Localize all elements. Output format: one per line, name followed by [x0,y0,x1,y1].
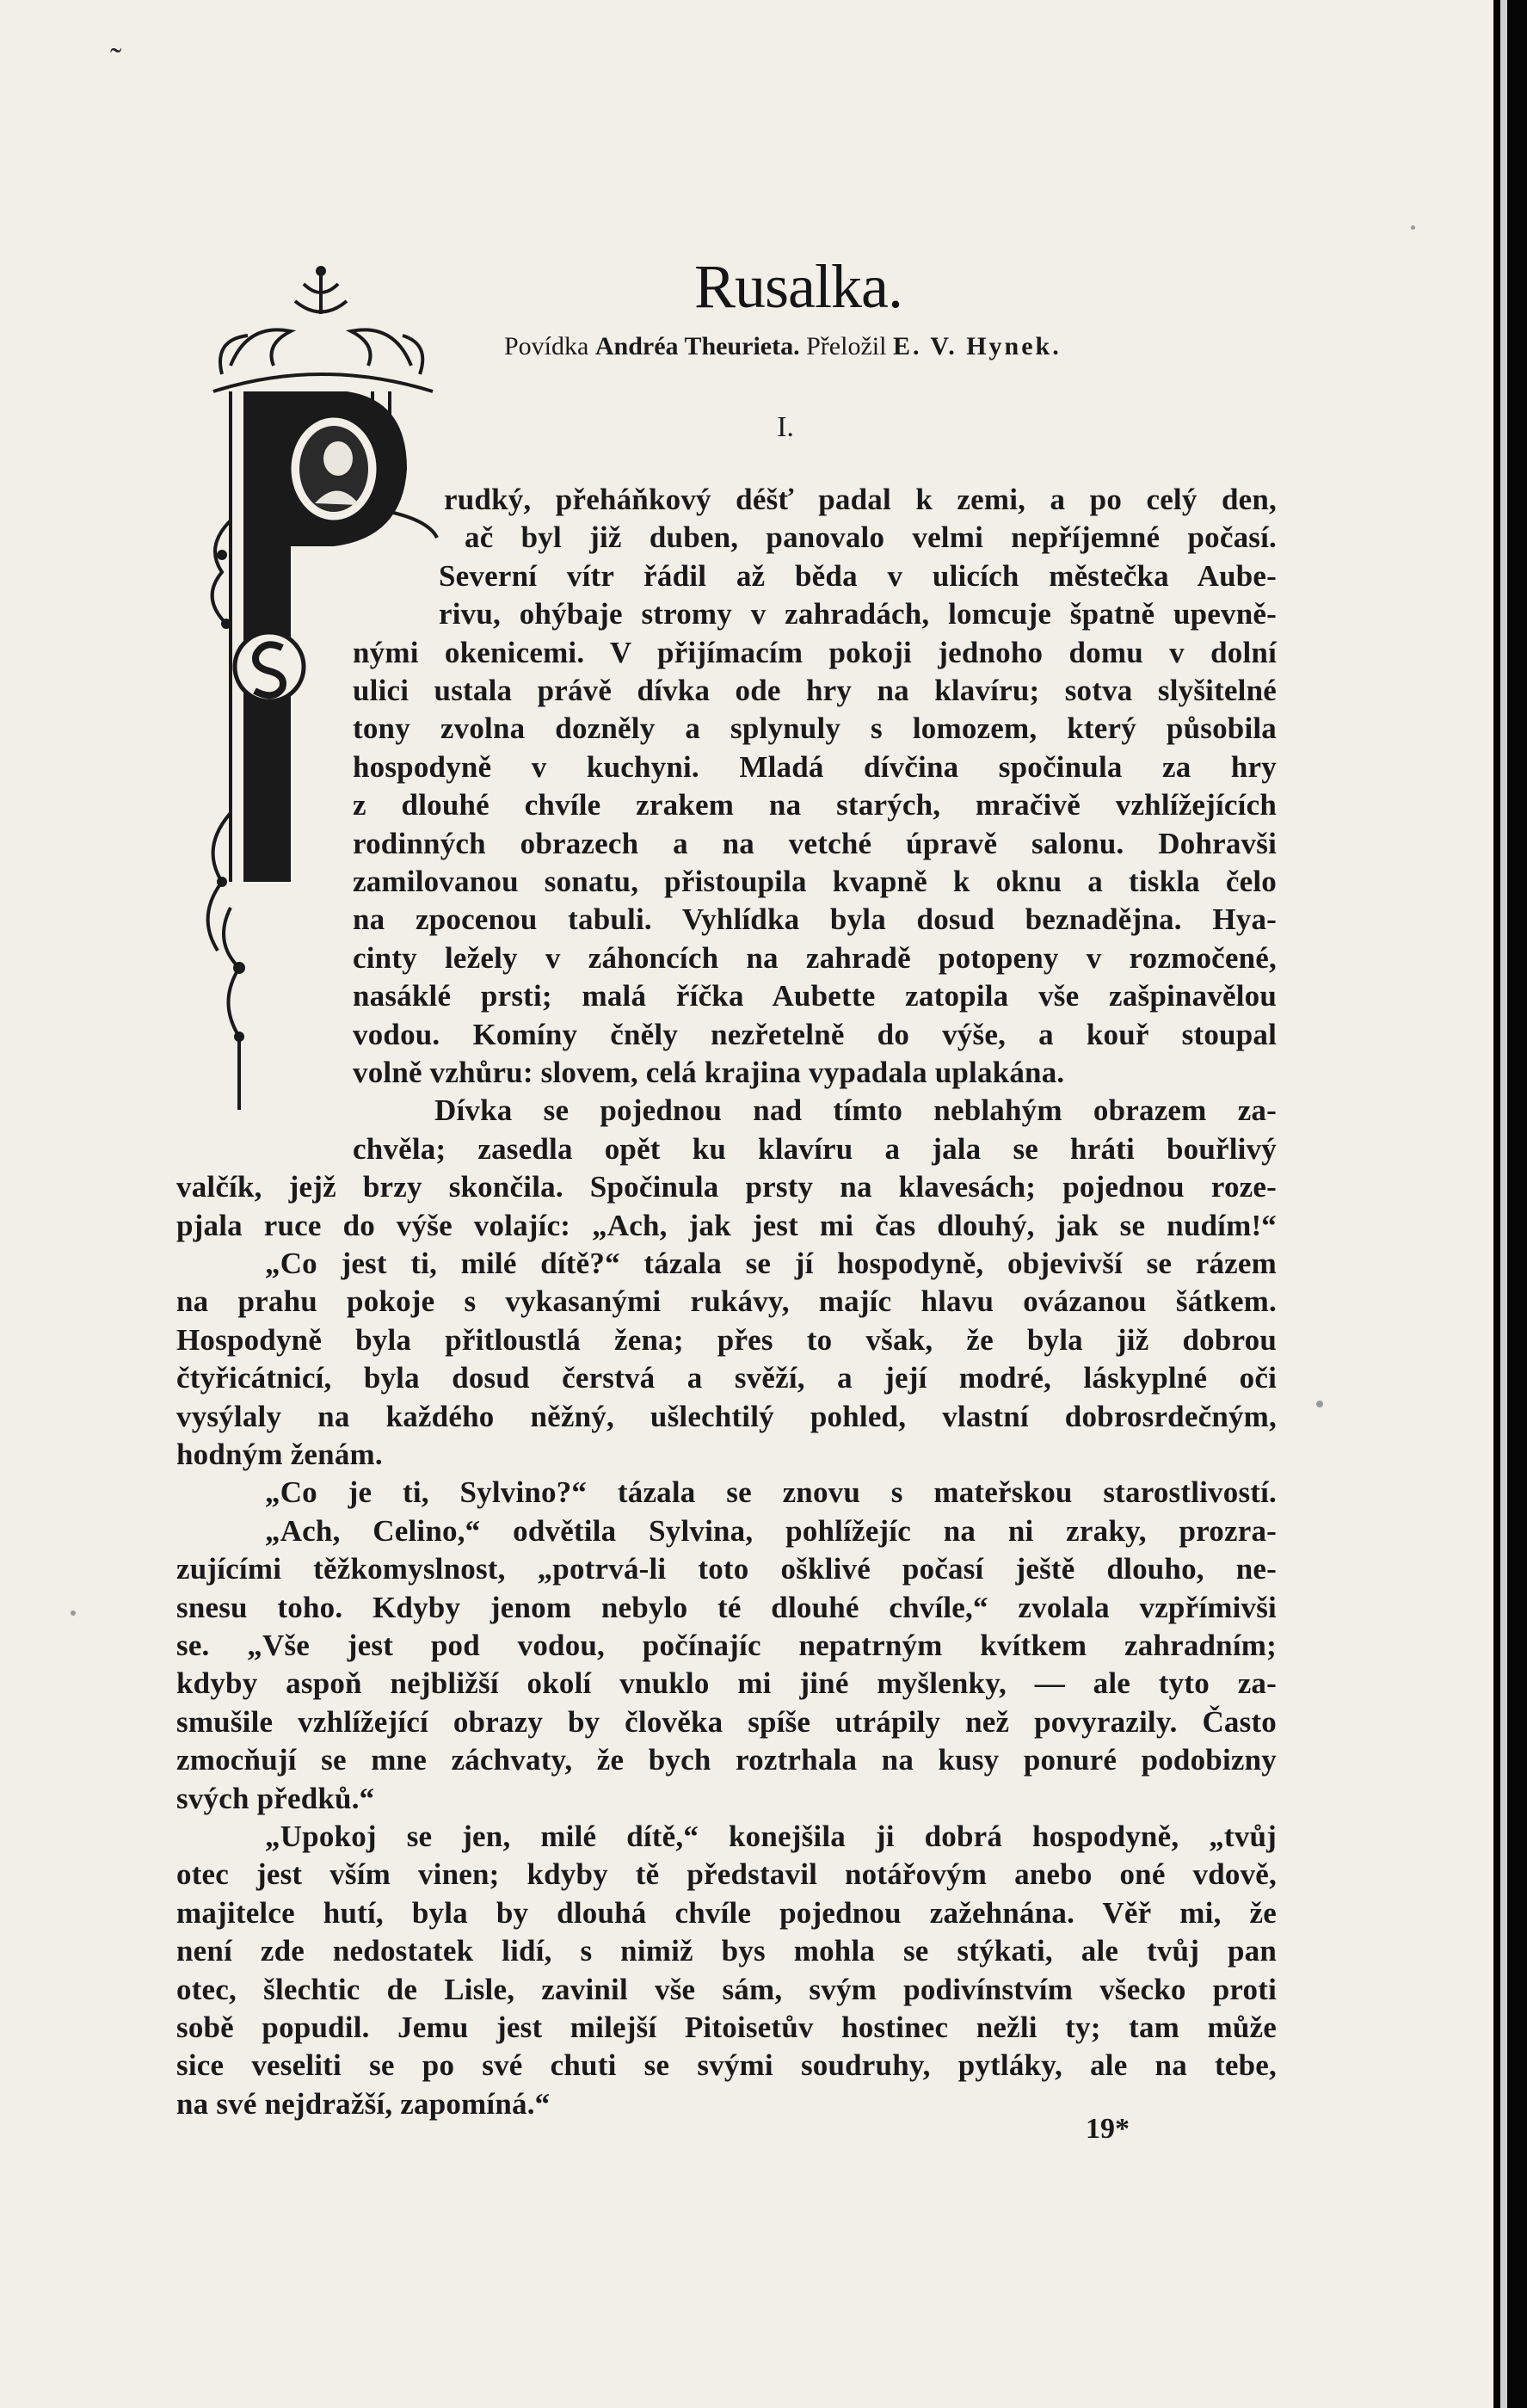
speck [71,1610,76,1616]
text-line: snesu toho. Kdyby jenom nebylo té dlouhé chvíle,“ zvolala vzpřímivši [176,1590,1277,1624]
text-line: svých předků.“ [176,1781,375,1815]
text-line: nasáklé prsti; malá říčka Aubette zatopila vše zašpinavělou [353,979,1277,1013]
text-line: volně vzhůru: slovem, celá krajina vypadala uplakána. [353,1056,1065,1089]
text-line: z dlouhé chvíle zrakem na starých, mračivě vzhlížejících [353,788,1277,822]
speck [1316,1401,1323,1407]
text-line: Dívka se pojednou nad tímto neblahým obrazem za- [434,1093,1277,1128]
text-line: „Co jest ti, milé dítě?“ tázala se jí hospodyně, objevivší se rázem [265,1247,1277,1280]
text-line: zmocňují se mne záchvaty, že bych roztrhala na kusy ponuré podobizny [176,1743,1277,1777]
text-line: otec, šlechtic de Lisle, zavinil vše sám, svým podivínstvím všecko proti [176,1972,1277,2006]
text-line: „Upokoj se jen, milé dítě,“ konejšila ji dobrá hospodyně, „tvůj [265,1820,1277,1853]
text-line: čtyřicátnicí, byla dosud čerstvá a svěží, a její modré, láskyplné oči [176,1361,1277,1395]
text-line: rudký, přeháňkový déšť padal k zemi, a po celý den, [444,483,1277,516]
scan-border-highlight [1500,0,1507,2408]
text-line: není zde nedostatek lidí, s nimiž bys mohla se stýkati, ale tvůj pan [176,1934,1277,1968]
text-line: pjala ruce do výše volajíc: „Ach, jak jest mi čas dlouhý, jak se nudím!“ [176,1208,1277,1242]
text-line: rivu, ohýbaje stromy v zahradách, lomcuje špatně upevně- [439,597,1277,631]
text-line: hospodyně v kuchyni. Mladá dívčina spočinula za hry [353,749,1277,784]
text-line: sice veseliti se po své chuti se svými soudruhy, pytláky, ale na tebe, [176,2048,1277,2083]
translator-label: Přeložil [806,332,887,360]
text-line: zujícími těžkomyslnost, „potrvá-li toto ošklivé počasí ještě dlouho, ne- [176,1552,1277,1586]
text-line: „Ach, Celino,“ odvětila Sylvina, pohlížejíc na ni zraky, prozra- [265,1513,1277,1548]
text-line: majitelce hutí, byla by dlouhá chvíle pojednou zažehnána. Věř mi, že [176,1895,1277,1930]
text-line: otec jest vším vinen; kdyby tě představil notářovým anebo oné vdově, [176,1857,1277,1892]
text-line: zamilovanou sonatu, přistoupila kvapně k oknu a tiskla čelo [353,865,1277,898]
text-line: na zpocenou tabuli. Vyhlídka byla dosud beznadějna. Hya- [353,902,1277,937]
story-title: Rusalka. [694,252,902,321]
text-line: smušile vzhlížející obrazy by člověka spíše utrápily než povyrazily. Často [176,1704,1277,1739]
text-line: na prahu pokoje s vykasanými rukávy, majíc hlavu ovázanou šátkem. [176,1284,1277,1319]
text-line: rodinných obrazech a na vetché úpravě salonu. Dohravši [353,826,1277,860]
subtitle [504,332,1062,361]
text-line: ulici ustala právě dívka ode hry na klavíru; sotva slyšitelné [353,674,1277,707]
translator: E. V. Hynek. [892,332,1062,360]
text-line: Hospodyně byla přitloustlá žena; přes to však, že byla již dobrou [176,1322,1277,1357]
author: Andréa Theurieta. [594,332,800,360]
subtitle-genre: Povídka [504,332,589,360]
text-line: se. „Vše jest pod vodou, počínajíc nepatrným kvítkem zahradním; [176,1629,1277,1662]
text-line: ač byl již duben, panovalo velmi nepříjemné počasí. [465,520,1277,555]
text-line: „Co je ti, Sylvino?“ tázala se znovu s mateřskou starostlivostí. [265,1475,1277,1510]
text-line: hodným ženám. [176,1438,383,1471]
text-line: sobě popudil. Jemu jest milejší Pitoisetův hostinec nežli ty; tam může [176,2011,1277,2044]
text-line: kdyby aspoň nejbližší okolí vnuklo mi jiné myšlenky, — ale tyto za- [176,1666,1277,1701]
text-line: cinty ležely v záhoncích na zahradě potopeny v rozmočené, [353,940,1277,975]
text-line: nými okenicemi. V přijímacím pokoji jednoho domu v dolní [353,635,1277,669]
page-number: 19* [1086,2113,1130,2145]
scan-border [1493,0,1527,2408]
text-line: tony zvolna dozněly a splynuly s lomozem, který působila [353,711,1277,746]
speck [1411,225,1415,230]
text-line: na své nejdražší, zapomíná.“ [176,2086,551,2121]
text-line: Severní vítr řádil až běda v ulicích městečka Aube- [439,558,1277,593]
ink-mark: ˜ [110,40,122,79]
text-line: vodou. Komíny čněly nezřetelně do výše, a kouř stoupal [353,1017,1277,1051]
text-line: vysýlaly na každého něžný, ušlechtilý pohled, vlastní dobrosrdečným, [176,1399,1277,1433]
chapter-number: I. [777,411,794,443]
text-line: valčík, jejž brzy skončila. Spočinula prsty na klavesách; pojednou roze- [176,1170,1277,1204]
text-line: chvěla; zasedla opět ku klavíru a jala se hráti bouřlivý [353,1131,1277,1166]
